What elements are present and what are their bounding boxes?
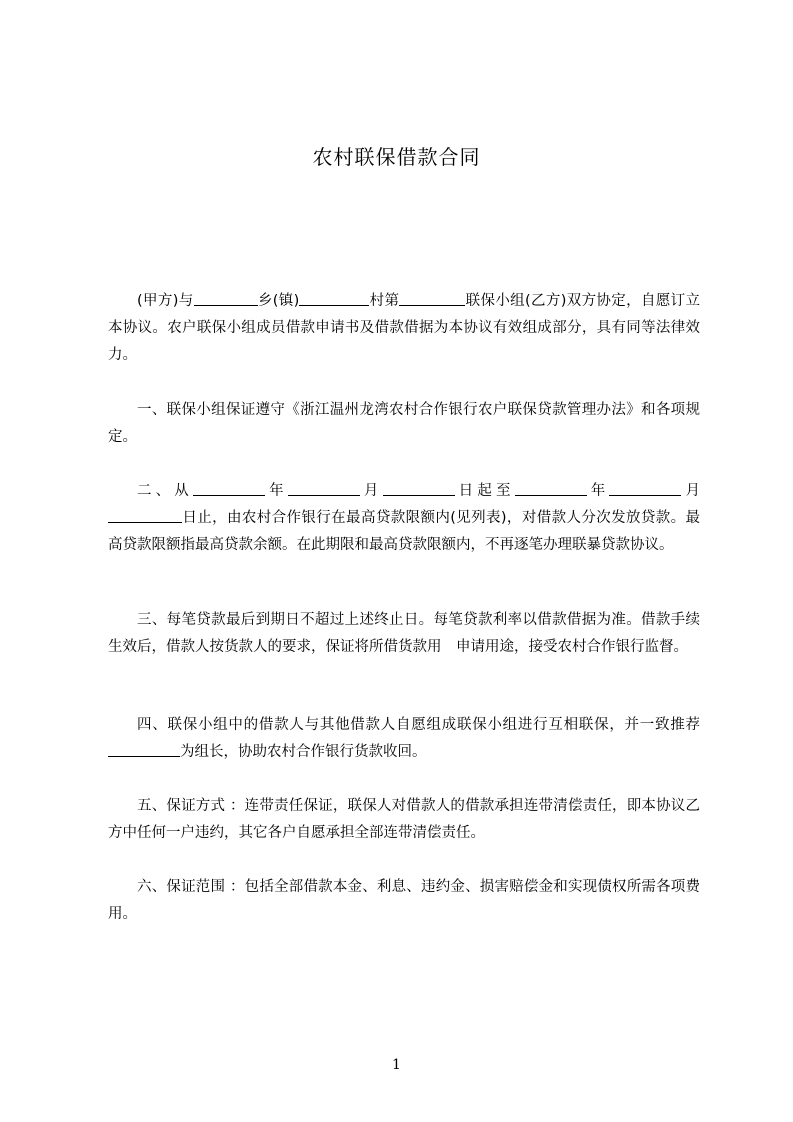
blank-group-leader: [108, 742, 180, 757]
preamble-paragraph: [108, 288, 700, 369]
preamble-text-2: 乡(镇): [257, 293, 300, 309]
clause-5-paragraph: 五、保证方式 ：连带责任保证，联保人对借款人的借款承担连带清偿责任，即本协议乙方中任何一户违约，其它各户自愿承担全部连带清偿责任。: [108, 798, 700, 841]
page-number: 1: [392, 1057, 401, 1073]
blank-end-day: [108, 508, 182, 523]
clause-4-paragraph: [108, 712, 700, 766]
clause-6-paragraph: 六、保证范围 ：包括全部借款本金、利息、违约金、损害赔偿金和实现债权所需各项费用。: [108, 879, 700, 922]
clause-4-text-2: 为组长，协助农村合作银行货款收回。: [180, 744, 427, 760]
clause-2-text-7: 日止，由农村合作银行在最高贷款限额内(见列表)，对借款人分次发放贷款。最高贷款限额指最高贷款余额。在此期限和最高贷款限额内，不再逐笔办理联暴贷款协议。: [108, 510, 700, 553]
preamble-text-3: 村第: [369, 293, 400, 309]
clause-3-paragraph: 三、每笔贷款最后到期日不超过上述终止日。每笔贷款利率以借款借据为准。借款手续生效后，借款人按货款人的要求，保证将所借货款用 申请用途，接受农村合作银行监督。: [108, 612, 700, 655]
clause-4-text-1: 四、联保小组中的借款人与其他借款人自愿组成联保小组进行互相联保，并一致推荐: [137, 717, 700, 733]
blank-end-year: [515, 481, 587, 496]
document-title: 农村联保借款合同: [312, 145, 481, 169]
blank-party-a: [194, 291, 258, 306]
blank-start-year: [193, 481, 265, 496]
blank-end-month: [609, 481, 681, 496]
clause-2-text-5: 年: [586, 483, 610, 499]
clause-2-text-1: 二、从: [137, 483, 193, 499]
blank-village-group: [399, 291, 465, 306]
clause-2-text-2: 年: [264, 483, 288, 499]
clause-2-text-4: 日起至: [454, 483, 515, 499]
clause-2-text-3: 月: [359, 483, 383, 499]
clause-2-paragraph: [108, 478, 700, 559]
clause-1-paragraph: 一、联保小组保证遵守《浙江温州龙湾农村合作银行农户联保贷款管理办法》和各项规定。: [108, 402, 700, 445]
preamble-text-4: 联保小组(乙方)双方协定，自愿订立本协议。农户联保小组成员借款申请书及借款借据为本协议有效组成部分，具有同等法律效力。: [108, 293, 700, 363]
blank-start-month: [288, 481, 360, 496]
blank-start-day: [383, 481, 455, 496]
clause-2-text-6: 月: [681, 483, 701, 499]
preamble-text-1: (甲方)与: [137, 293, 194, 309]
blank-township: [299, 291, 369, 306]
